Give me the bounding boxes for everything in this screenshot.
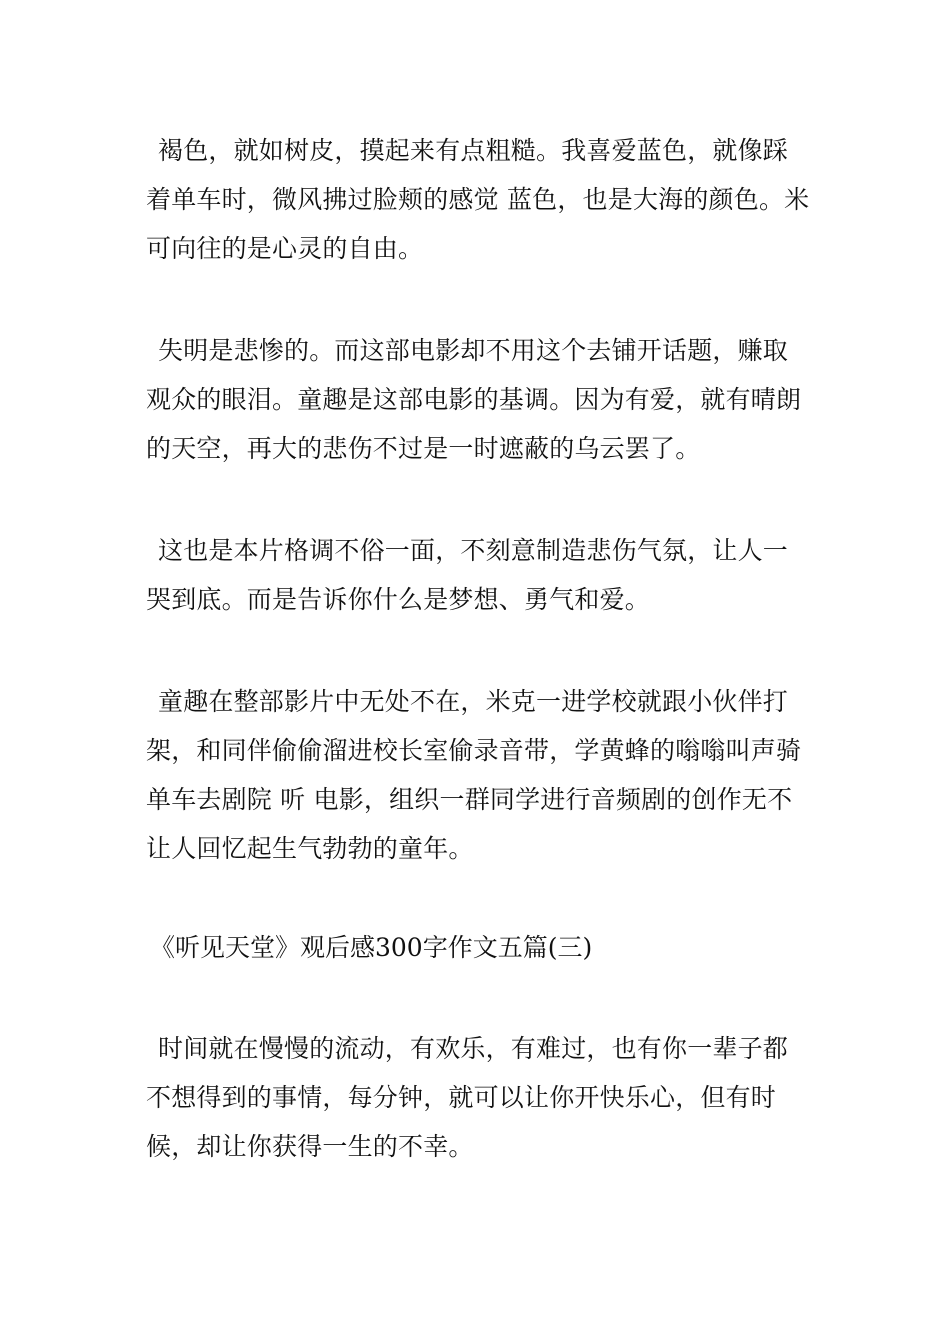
section-heading: 《听见天堂》观后感300字作文五篇(三) bbox=[150, 933, 593, 962]
section-paragraph: 时间就在慢慢的流动，有欢乐，有难过，也有你一辈子都不想得到的事情，每分钟，就可以让你开快乐心，但有时候，却让你获得一生的不幸。 bbox=[146, 1034, 789, 1161]
paragraph-2: 失明是悲惨的。而这部电影却不用这个去铺开话题，赚取观众的眼泪。童趣是这部电影的基调。因为有爱，就有晴朗的天空，再大的悲伤不过是一时遮蔽的乌云罢了。 bbox=[146, 336, 802, 463]
paragraph-4: 童趣在整部影片中无处不在，米克一进学校就跟小伙伴打架，和同伴偷偷溜进校长室偷录音带，学黄蜂的嗡嗡叫声骑单车去剧院 听 电影，组织一群同学进行音频剧的创作无不让人回忆起生气勃勃的童年。 bbox=[146, 687, 802, 863]
paragraph-1: 褐色，就如树皮，摸起来有点粗糙。我喜爱蓝色，就像踩着单车时，微风拂过脸颊的感觉 蓝色，也是大海的颜色。米可向往的是心灵的自由。 bbox=[146, 136, 810, 263]
paragraph-3: 这也是本片格调不俗一面，不刻意制造悲伤气氛，让人一哭到底。而是告诉你什么是梦想、勇气和爱。 bbox=[146, 536, 789, 614]
document-body bbox=[146, 126, 810, 1171]
